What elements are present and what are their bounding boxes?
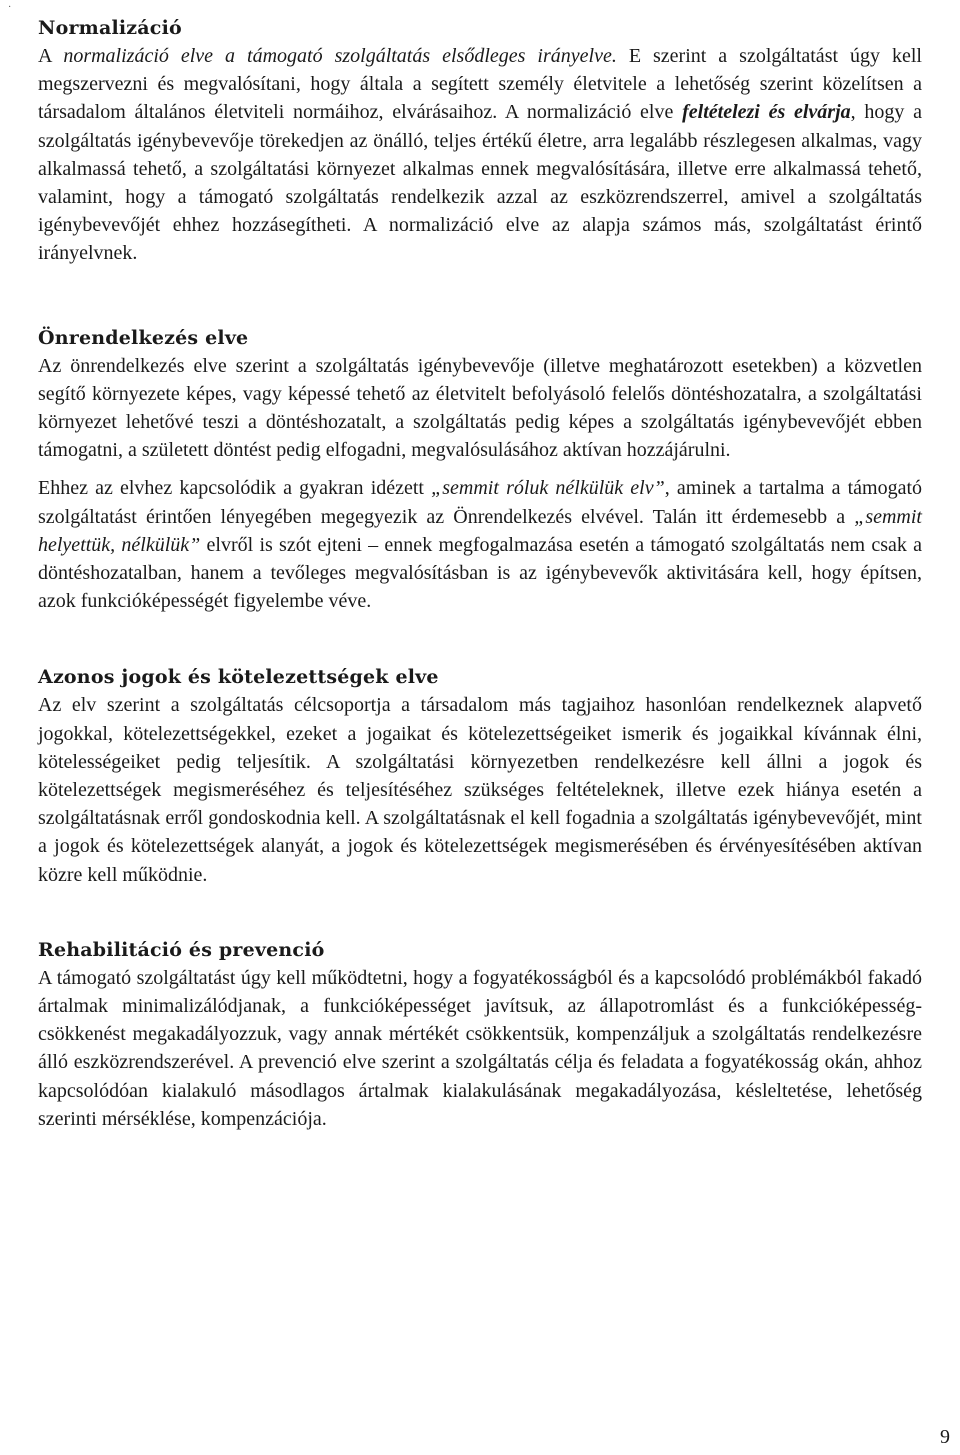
emphasis-text: „semmit róluk nélkülük elv” <box>431 477 665 500</box>
section-normalizacio <box>38 14 922 268</box>
document-page <box>38 14 922 1133</box>
emphasis-text: „semmit helyettük, nélkülük” <box>38 505 922 556</box>
section-title: Önrendelkezés elve <box>38 326 249 349</box>
text-run: , hogy a szolgáltatás igénybevevője törekedjen az önálló, teljes értékű életre, arra legalább részlegesen alkalmas, vagy alkalmassá tehető, a szolgáltatási környezet alkalmas ennek megvalósítására, illetve erre alkalmassá tehető, valamint, hogy a támogató szolgáltatás rendelkezik azzal az eszközrendszerrel, amivel a szolgáltatás igénybevevőjét ehhez hozzásegítheti. A normalizáció elve az alapja számos más, szolgáltatást érintő irányelvnek. <box>38 101 922 265</box>
text-run: Ehhez az elvhez kapcsolódik a gyakran idézett <box>38 477 432 500</box>
section-onrendelkezes <box>38 324 922 616</box>
page-number: 9 <box>940 1426 950 1448</box>
text-run: A <box>38 45 64 67</box>
text-run: elvről is szót ejteni – ennek megfogalmazása esetén a támogató szolgáltatás nem csak a döntéshozatalban, hanem a tevőleges megvalósításban is az igénybevevők aktivitására kell, hogy építsen, azok funkcióképességét figyelembe véve. <box>38 533 922 613</box>
paragraph: Az önrendelkezés elve szerint a szolgáltatás igénybevevője (illetve meghatározott esetekben) a közvetlen segítő környezete képes, vagy képessé tehető az életvitelt befolyásoló felelős döntéshozatalra, a szolgáltatási környezet lehetővé teszi a döntéshozatalt, a szolgáltatás pedig képes a szolgáltatás igénybevevőjét ebben támogatni, a született döntést pedig elfogadni, megvalósulásához aktívan hozzájárulni. <box>38 354 922 462</box>
section-title: Azonos jogok és kötelezettségek elve <box>38 666 439 689</box>
text-run: E szerint a szolgáltatást úgy kell megszervezni és megvalósítani, hogy általa a segített személy életvitele a lehetőség szerint közelítsen a társadalom általános életviteli normáihoz, elvárásaihoz. A normalizáció elve <box>38 45 922 124</box>
emphasis-text: normalizáció elve a támogató szolgáltatás elsődleges irányelve. <box>63 45 617 67</box>
section-title: Normalizáció <box>38 17 182 39</box>
paragraph: Az elv szerint a szolgáltatás célcsoportja a társadalom más tagjaihoz hasonlóan rendelkeznek alapvető jogokkal, kötelezettségekkel, ezeket a jogaikat és kötelezettségeiket ismerik és jogaikkal kívánnak élni, kötelességeiket pedig teljesítik. A szolgáltatási környezetben rendelkezésre kell állni a jogok és kötelezettségek megismeréséhez és teljesítéséhez szükséges feltételeknek, illetve ezek hiánya esetén a szolgáltatásnak erről gondoskodnia kell. A szolgáltatásnak el kell fogadnia a szolgáltatás igénybevevőjét, mint a jogok és kötelezettségek alanyát, a jogok és kötelezettségek megismerésében és érvényesítésében aktívan közre kell működnie. <box>38 694 922 886</box>
corner-mark: · <box>8 2 12 13</box>
section-rehabilitacio <box>38 936 922 1133</box>
paragraph <box>38 474 922 615</box>
paragraph: A támogató szolgáltatást úgy kell működtetni, hogy a fogyatékosságból és a kapcsolódó problémákból fakadó ártalmak minimalizálódjanak, a funkcióképességet javítsuk, az állapotromlást és a funkcióképesség-csökkenést megakadályozzuk, vagy annak mértékét csökkentsük, kompenzáljuk a szolgáltatás rendelkezésre álló eszközrendszerével. A prevenció elve szerint a szolgáltatás célja és feladata a fogyatékosság okán, ahhoz kapcsolódóan kialakuló másodlagos ártalmak kialakulásának megakadályozása, késleltetése, lehetőség szerinti mérséklése, kompenzációja. <box>38 966 922 1130</box>
section-title: Rehabilitáció és prevenció <box>38 938 325 961</box>
text-run: , aminek a tartalma a támogató szolgáltatást érintően lényegében megegyezik az Önrendelkezés elvével. Talán itt érdemesebb a <box>38 477 923 528</box>
section-azonos-jogok <box>38 663 922 888</box>
paragraph <box>38 42 922 268</box>
emphasis-text: feltételezi és elvárja <box>682 101 851 124</box>
